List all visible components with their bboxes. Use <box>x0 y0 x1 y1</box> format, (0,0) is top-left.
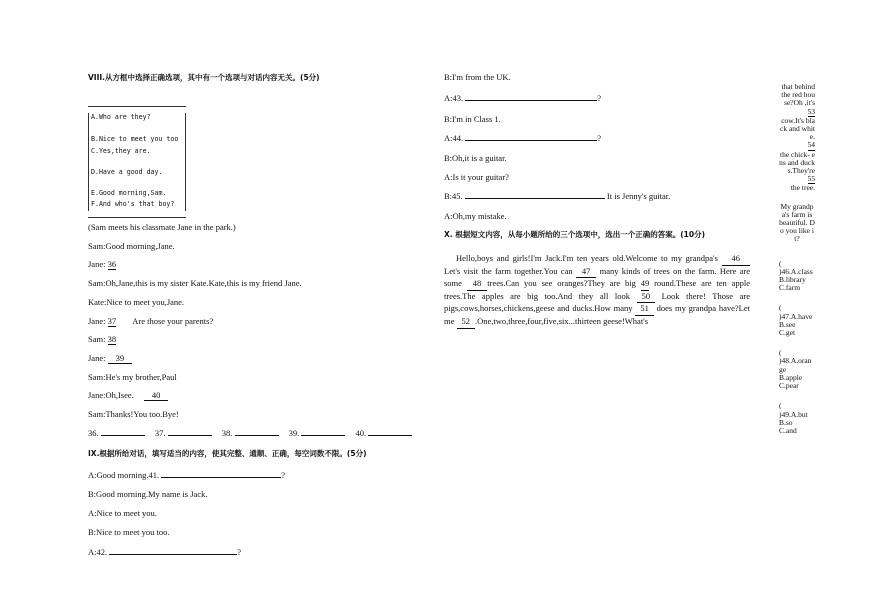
blank-48: 48 <box>467 278 488 291</box>
dialogue-line: Jane:Oh,Isee. 40 <box>88 390 168 401</box>
blank-46: 46 <box>722 253 751 266</box>
blank-40: 40 <box>144 390 169 401</box>
dialogue-line: A:42. ? <box>88 547 242 557</box>
reading-passage: Hello,boys and girls!I'm Jack.I'm ten years old.Welcome to my grandpa's 46 Let's visit the farm together.You can 47 many kinds of trees on the farm. Here are some 48 trees.Can you see oranges?They are big 49 round.These are ten apple trees.The apples are big too.And they all look 50 Look there! Those are pigs,cows,horses,chickens,geese and ducks.How many 51 does my grandpa have?Let me 52 .One,two,three,four,five,six...thirteen geese!What's <box>444 253 750 329</box>
options-box <box>88 106 186 218</box>
blank-47: 47 <box>576 266 597 279</box>
blank-36: 36 <box>107 259 117 269</box>
blank-49: 49 <box>641 278 650 291</box>
option-f: F.And who's that boy? <box>91 200 175 208</box>
dialogue-line: B:I'm from the UK. <box>444 72 511 82</box>
blank-53: 53 <box>807 106 815 116</box>
option-a: A.Who are they? <box>91 113 151 121</box>
choice-49: ( )49.A.but B.so C.and <box>779 401 808 435</box>
dialogue-line: B:45. It is Jenny's guitar. <box>444 191 671 201</box>
choice-47: ( )47.A.have B.see C.get <box>779 303 813 338</box>
section-8-title: VIII.从方框中选择正确选项，其中有一个选项与对话内容无关。(5分) <box>88 73 320 82</box>
dialogue-line: B:Nice to meet you too. <box>88 527 170 537</box>
dialogue-line: A:Nice to meet you. <box>88 508 157 518</box>
blank-51: 51 <box>635 303 654 316</box>
blank-55: 55 <box>807 174 815 184</box>
section-10-title: X. 根据短文内容，从每小题所给的三个选项中，选出一个正确的答案。(10分) <box>444 230 706 239</box>
option-b: B.Nice to meet you too <box>91 135 179 143</box>
dialogue-line: Jane: 37 Are those your parents? <box>88 316 214 326</box>
dialogue-line: Sam:Good morning,Jane. <box>88 241 175 251</box>
dialogue-line: A:Oh,my mistake. <box>444 211 507 221</box>
option-d: D.Have a good day. <box>91 168 163 176</box>
section-9-title: IX.根据所给对话，填写适当的内容，使其完整、通顺、正确，每空词数不限。(5分) <box>88 449 367 458</box>
dialogue-intro: (Sam meets his classmate Jane in the park.) <box>88 222 236 232</box>
dialogue-line: Sam:Oh,Jane,this is my sister Kate.Kate,this is my friend Jane. <box>88 278 302 288</box>
dialogue-line: Sam:Thanks!You too.Bye! <box>88 409 179 419</box>
dialogue-line: Kate:Nice to meet you,Jane. <box>88 297 185 307</box>
blank-54: 54 <box>807 140 815 150</box>
blank-38: 38 <box>107 334 117 344</box>
dialogue-line: B:I'm in Class 1. <box>444 114 501 124</box>
dialogue-line: A:43. ? <box>444 93 602 103</box>
dialogue-line: Jane: 36 <box>88 259 117 269</box>
narrow-column: that behind the red house?Oh ,it's 53 cow.It's black and white. 54 the chick- ens and ducks.They're 55 the tree. My grandpa's farm is beautiful. Do you like it? ( )46.A.class B.library C.farm ( )47.A.have B.see C.get ( )48.A.orange B.apple C.pear ( )49.A.but B.so C.and <box>779 82 815 435</box>
dialogue-line: B:Good morning.My name is Jack. <box>88 489 208 499</box>
blank-52: 52 <box>457 316 476 329</box>
dialogue-line: A:44. ? <box>444 133 602 143</box>
dialogue-line: A:Good morning.41. ? <box>88 470 285 480</box>
dialogue-line: Sam: 38 <box>88 334 117 344</box>
blank-37: 37 <box>107 316 117 326</box>
blank-39: 39 <box>108 353 133 364</box>
dialogue-line: Jane: 39 <box>88 353 132 364</box>
dialogue-line: B:Oh,it is a guitar. <box>444 153 507 163</box>
answer-row: 36. 37. 38. 39. 40. <box>88 428 412 438</box>
choice-46: ( )46.A.class B.library C.farm <box>779 258 813 293</box>
option-c: C.Yes,they are. <box>91 147 151 155</box>
option-e: E.Good morning,Sam. <box>91 189 167 197</box>
blank-50: 50 <box>637 291 656 304</box>
dialogue-line: Sam:He's my brother,Paul <box>88 372 177 382</box>
choice-48: ( )48.A.orange B.apple C.pear <box>779 348 812 391</box>
dialogue-line: A:Is it your guitar? <box>444 172 509 182</box>
